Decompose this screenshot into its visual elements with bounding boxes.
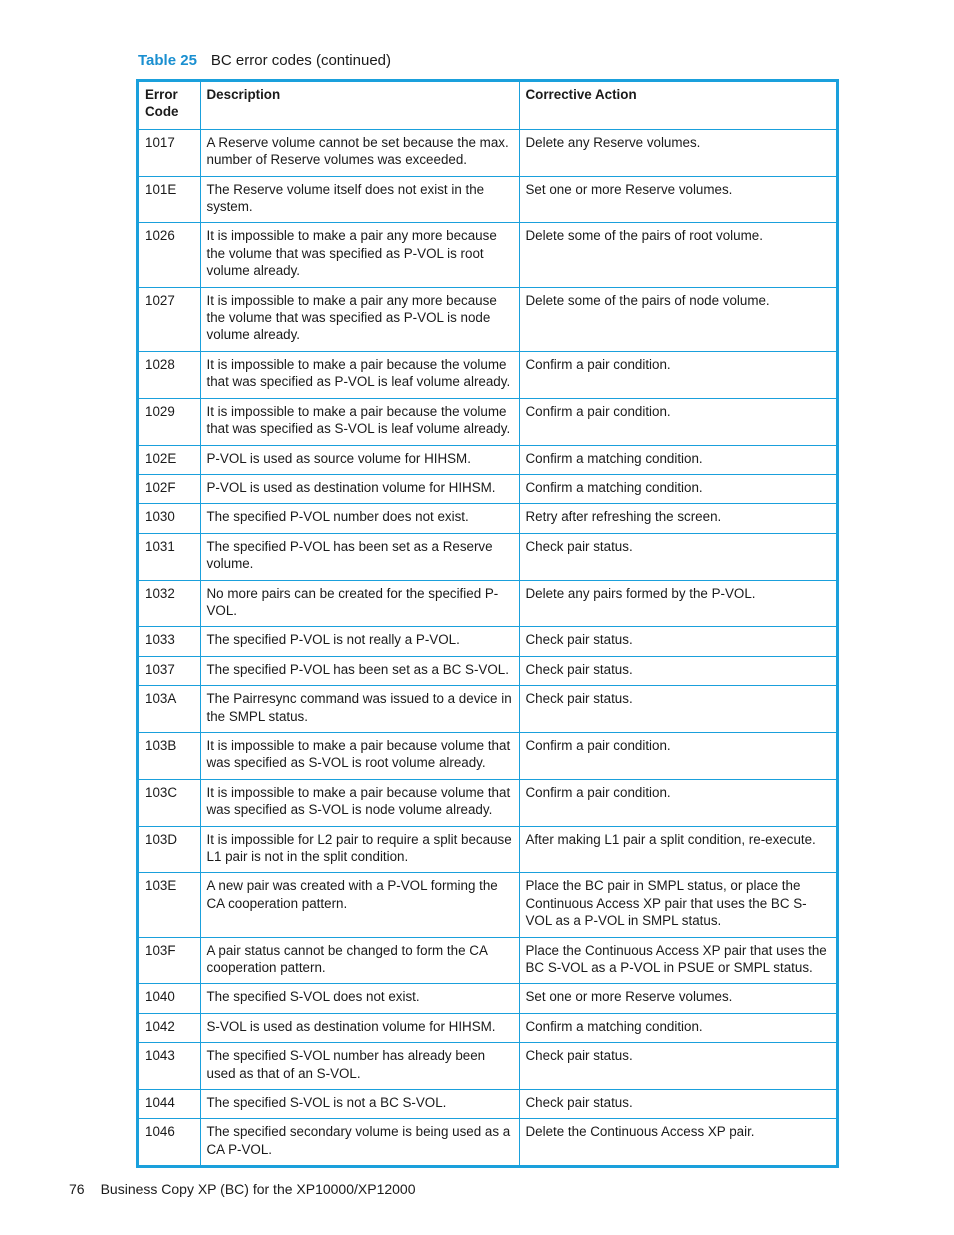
corrective-action-cell: Place the Continuous Access XP pair that uses the BC S-VOL as a P-VOL in PSUE or SMPL status. <box>519 937 836 984</box>
corrective-action-cell: Check pair status. <box>519 686 836 733</box>
error-codes-table <box>136 79 839 1168</box>
error-code-cell: 1032 <box>139 580 200 627</box>
description-cell: The Pairresync command was issued to a device in the SMPL status. <box>200 686 519 733</box>
footer-title: Business Copy XP (BC) for the XP10000/XP12000 <box>100 1181 416 1197</box>
corrective-action-cell: Confirm a matching condition. <box>519 474 836 503</box>
description-cell: S-VOL is used as destination volume for HIHSM. <box>200 1013 519 1042</box>
page-number: 76 <box>69 1181 85 1197</box>
error-code-cell: 1031 <box>139 533 200 580</box>
table-row <box>139 176 836 223</box>
description-cell: It is impossible to make a pair any more because the volume that was specified as P-VOL is node volume already. <box>200 287 519 351</box>
description-cell: It is impossible to make a pair any more because the volume that was specified as P-VOL is root volume already. <box>200 223 519 287</box>
table-row <box>139 1013 836 1042</box>
table-row <box>139 627 836 656</box>
description-cell: The specified P-VOL is not really a P-VOL. <box>200 627 519 656</box>
table-row <box>139 937 836 984</box>
description-cell: It is impossible to make a pair because the volume that was specified as P-VOL is leaf volume already. <box>200 351 519 398</box>
header-corrective-action: Corrective Action <box>519 82 836 129</box>
error-code-cell: 102F <box>139 474 200 503</box>
table-row <box>139 686 836 733</box>
description-cell: The specified P-VOL has been set as a BC S-VOL. <box>200 656 519 685</box>
table-row <box>139 287 836 351</box>
corrective-action-cell: Delete some of the pairs of root volume. <box>519 223 836 287</box>
error-code-cell: 1029 <box>139 398 200 445</box>
corrective-action-cell: Delete any pairs formed by the P-VOL. <box>519 580 836 627</box>
corrective-action-cell: Check pair status. <box>519 533 836 580</box>
description-cell: The specified S-VOL number has already been used as that of an S-VOL. <box>200 1043 519 1090</box>
error-code-cell: 1044 <box>139 1090 200 1119</box>
error-code-cell: 1033 <box>139 627 200 656</box>
corrective-action-cell: Confirm a pair condition. <box>519 351 836 398</box>
corrective-action-cell: Confirm a matching condition. <box>519 1013 836 1042</box>
error-code-cell: 1042 <box>139 1013 200 1042</box>
corrective-action-cell: Place the BC pair in SMPL status, or place the Continuous Access XP pair that uses the BC S-VOL as a P-VOL in SMPL status. <box>519 873 836 937</box>
description-cell: The specified secondary volume is being used as a CA P-VOL. <box>200 1119 519 1165</box>
table-row <box>139 504 836 533</box>
description-cell: It is impossible for L2 pair to require a split because L1 pair is not in the split condition. <box>200 826 519 873</box>
table-row <box>139 223 836 287</box>
corrective-action-cell: Check pair status. <box>519 627 836 656</box>
description-cell: A Reserve volume cannot be set because the max. number of Reserve volumes was exceeded. <box>200 129 519 176</box>
header-description: Description <box>200 82 519 129</box>
table-row <box>139 580 836 627</box>
description-cell: A pair status cannot be changed to form the CA cooperation pattern. <box>200 937 519 984</box>
error-code-cell: 1017 <box>139 129 200 176</box>
description-cell: The Reserve volume itself does not exist in the system. <box>200 176 519 223</box>
corrective-action-cell: Retry after refreshing the screen. <box>519 504 836 533</box>
description-cell: P-VOL is used as destination volume for HIHSM. <box>200 474 519 503</box>
error-code-cell: 103F <box>139 937 200 984</box>
corrective-action-cell: Delete any Reserve volumes. <box>519 129 836 176</box>
description-cell: It is impossible to make a pair because volume that was specified as S-VOL is node volume already. <box>200 779 519 826</box>
corrective-action-cell: Confirm a pair condition. <box>519 732 836 779</box>
error-code-cell: 103C <box>139 779 200 826</box>
corrective-action-cell: Check pair status. <box>519 1090 836 1119</box>
table-row <box>139 474 836 503</box>
table-row <box>139 1043 836 1090</box>
corrective-action-cell: Set one or more Reserve volumes. <box>519 984 836 1013</box>
description-cell: It is impossible to make a pair because volume that was specified as S-VOL is root volume already. <box>200 732 519 779</box>
error-code-cell: 1046 <box>139 1119 200 1165</box>
table-row <box>139 984 836 1013</box>
error-code-cell: 103E <box>139 873 200 937</box>
description-cell: A new pair was created with a P-VOL forming the CA cooperation pattern. <box>200 873 519 937</box>
error-code-cell: 103D <box>139 826 200 873</box>
error-code-cell: 102E <box>139 445 200 474</box>
error-code-cell: 1040 <box>139 984 200 1013</box>
error-code-cell: 1027 <box>139 287 200 351</box>
error-code-cell: 1030 <box>139 504 200 533</box>
table-row <box>139 1119 836 1165</box>
table-row <box>139 779 836 826</box>
table-row <box>139 826 836 873</box>
corrective-action-cell: Check pair status. <box>519 656 836 685</box>
corrective-action-cell: Delete the Continuous Access XP pair. <box>519 1119 836 1165</box>
table-row <box>139 1090 836 1119</box>
description-cell: The specified S-VOL does not exist. <box>200 984 519 1013</box>
header-error-code: Error Code <box>139 82 200 129</box>
description-cell: The specified P-VOL number does not exist. <box>200 504 519 533</box>
description-cell: The specified P-VOL has been set as a Reserve volume. <box>200 533 519 580</box>
error-code-cell: 1037 <box>139 656 200 685</box>
table-row <box>139 732 836 779</box>
corrective-action-cell: Check pair status. <box>519 1043 836 1090</box>
corrective-action-cell: Delete some of the pairs of node volume. <box>519 287 836 351</box>
corrective-action-cell: Set one or more Reserve volumes. <box>519 176 836 223</box>
table-header-row <box>139 82 836 129</box>
error-code-cell: 103B <box>139 732 200 779</box>
corrective-action-cell: After making L1 pair a split condition, re-execute. <box>519 826 836 873</box>
description-cell: No more pairs can be created for the specified P-VOL. <box>200 580 519 627</box>
error-code-cell: 103A <box>139 686 200 733</box>
error-code-cell: 1028 <box>139 351 200 398</box>
description-cell: P-VOL is used as source volume for HIHSM. <box>200 445 519 474</box>
description-cell: The specified S-VOL is not a BC S-VOL. <box>200 1090 519 1119</box>
corrective-action-cell: Confirm a matching condition. <box>519 445 836 474</box>
error-code-cell: 1026 <box>139 223 200 287</box>
table-row <box>139 533 836 580</box>
table-row <box>139 873 836 937</box>
table-row <box>139 445 836 474</box>
table-caption <box>138 51 391 71</box>
table-row <box>139 129 836 176</box>
table-row <box>139 398 836 445</box>
error-code-cell: 1043 <box>139 1043 200 1090</box>
table-row <box>139 656 836 685</box>
corrective-action-cell: Confirm a pair condition. <box>519 779 836 826</box>
table-row <box>139 351 836 398</box>
description-cell: It is impossible to make a pair because the volume that was specified as S-VOL is leaf volume already. <box>200 398 519 445</box>
table-number: Table 25 <box>138 52 197 69</box>
error-code-cell: 101E <box>139 176 200 223</box>
page-footer <box>69 1180 416 1198</box>
corrective-action-cell: Confirm a pair condition. <box>519 398 836 445</box>
table-title: BC error codes (continued) <box>210 52 392 69</box>
